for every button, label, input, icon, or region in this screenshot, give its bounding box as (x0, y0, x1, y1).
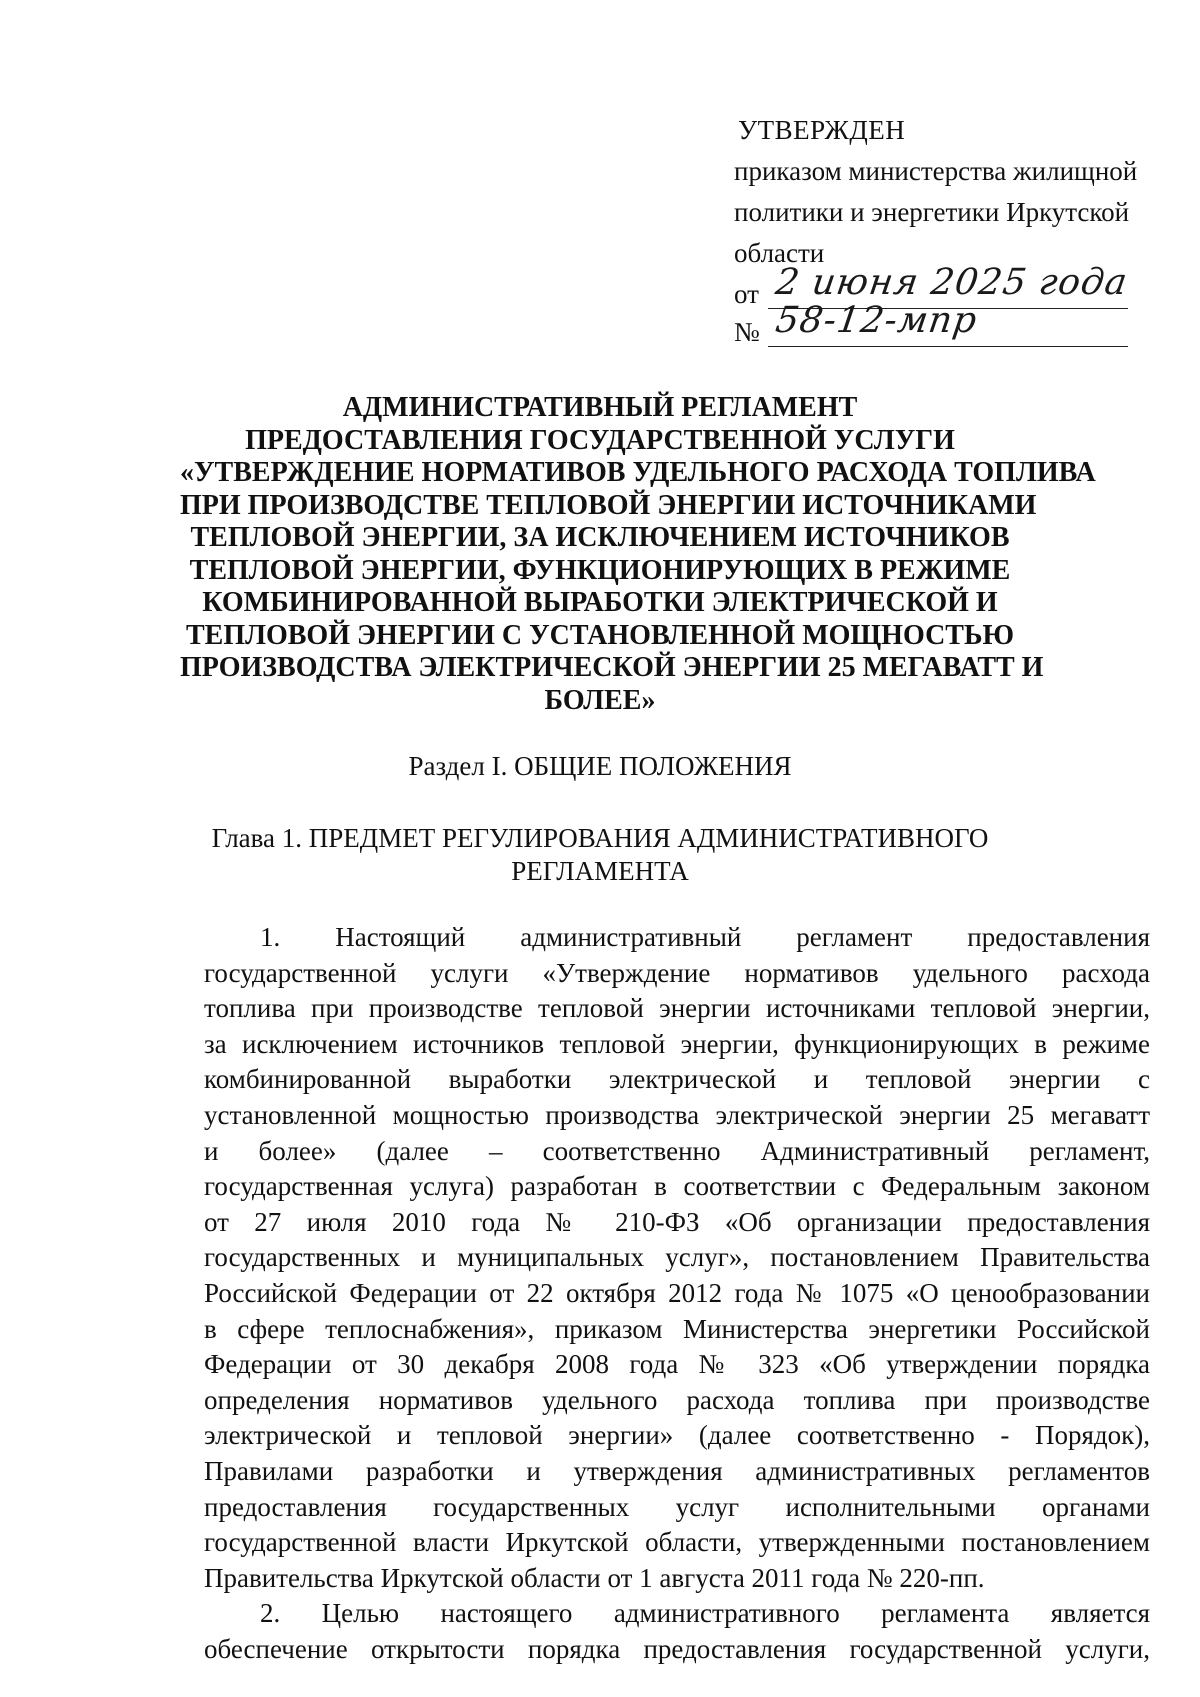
number-label: № (734, 317, 760, 347)
paragraph-1-line: Правилами разработки и утверждения административных регламентов (204, 1455, 1150, 1486)
document-title (180, 392, 1096, 717)
document-body (204, 920, 1150, 1667)
approval-number-row (734, 300, 1154, 350)
paragraph-1-line: от 27 июля 2010 года № 210-ФЗ «Об организации предоставления (204, 1206, 1150, 1237)
chapter-heading (180, 822, 1020, 888)
title-line: ПРИ ПРОИЗВОДСТВЕ ТЕПЛОВОЙ ЭНЕРГИИ ИСТОЧНИКАМИ (180, 489, 1037, 521)
paragraph-1-line: за исключением источников тепловой энергии, функционирующих в режиме (204, 1028, 1150, 1059)
section-heading: Раздел I. ОБЩИЕ ПОЛОЖЕНИЯ (408, 751, 792, 781)
paragraph-1-line: электрической и тепловой энергии» (далее соответственно - Порядок), (204, 1420, 1150, 1451)
paragraph-1-line: государственной услуги «Утверждение нормативов удельного расхода (204, 957, 1150, 988)
paragraph-1-line: государственная услуга) разработан в соответствии с Федеральным законом (204, 1171, 1150, 1202)
paragraph-1-line: установленной мощностью производства электрической энергии 25 мегаватт (204, 1099, 1150, 1130)
chapter-heading-line: РЕГЛАМЕНТА (511, 856, 689, 886)
handwritten-number: 58-12-мпр (773, 300, 980, 341)
approval-block (734, 110, 1154, 350)
title-line: ПРЕДОСТАВЛЕНИЯ ГОСУДАРСТВЕННОЙ УСЛУГИ (245, 424, 955, 456)
paragraph-1-line: Российской Федерации от 22 октября 2012 года № 1075 «О ценообразовании (204, 1277, 1150, 1308)
title-line: АДМИНИСТРАТИВНЫЙ РЕГЛАМЕНТ (342, 392, 858, 423)
paragraph-1-line: государственных и муниципальных услуг», постановлением Правительства (204, 1242, 1150, 1273)
approved-stamp-text: УТВЕРЖДЕН (738, 115, 906, 145)
paragraph-2-line: обеспечение открытости порядка предоставления государственной услуги, (204, 1633, 1150, 1664)
paragraph-1-line: государственной власти Иркутской области, утвержденными постановлением (204, 1527, 1150, 1558)
paragraph-1-line: 1. Настоящий административный регламент предоставления (260, 922, 1150, 952)
paragraph-1-line: определения нормативов удельного расхода топлива при производстве (204, 1384, 1150, 1415)
approval-line-2: политики и энергетики Иркутской (734, 197, 1130, 227)
approval-line-3: области (734, 238, 825, 268)
date-label: от (734, 279, 759, 309)
title-line: ТЕПЛОВОЙ ЭНЕРГИИ, ФУНКЦИОНИРУЮЩИХ В РЕЖИМЕ (189, 554, 1011, 586)
paragraph-1-line: и более» (далее – соответственно Административный регламент, (204, 1135, 1150, 1166)
number-underline (768, 302, 1128, 347)
paragraph-1-line: Правительства Иркутской области от 1 августа 2011 года № 220-пп. (204, 1562, 985, 1593)
approval-line-1: приказом министерства жилищной (734, 156, 1138, 186)
title-line: ТЕПЛОВОЙ ЭНЕРГИИ С УСТАНОВЛЕННОЙ МОЩНОСТЬЮ (185, 619, 1015, 651)
title-line: ТЕПЛОВОЙ ЭНЕРГИИ, ЗА ИСКЛЮЧЕНИЕМ ИСТОЧНИКОВ (190, 522, 1010, 553)
title-line: «УТВЕРЖДЕНИЕ НОРМАТИВОВ УДЕЛЬНОГО РАСХОДА ТОПЛИВА (180, 457, 1096, 488)
paragraph-1-line: в сфере теплоснабжения», приказом Министерства энергетики Российской (204, 1313, 1150, 1344)
paragraph-1-line: Федерации от 30 декабря 2008 года № 323 «Об утверждении порядка (204, 1349, 1150, 1380)
paragraph-2-line: 2. Целью настоящего административного регламента является (260, 1598, 1150, 1629)
title-line: ПРОИЗВОДСТВА ЭЛЕКТРИЧЕСКОЙ ЭНЕРГИИ 25 МЕГАВАТТ И (180, 652, 1044, 683)
title-line: БОЛЕЕ» (544, 684, 656, 716)
chapter-heading-line: Глава 1. ПРЕДМЕТ РЕГУЛИРОВАНИЯ АДМИНИСТРАТИВНОГО (211, 823, 989, 853)
handwritten-date: 2 июня 2025 года (773, 262, 1131, 303)
paragraph-1-line: предоставления государственных услуг исполнительными органами (204, 1491, 1150, 1522)
title-line: КОМБИНИРОВАННОЙ ВЫРАБОТКИ ЭЛЕКТРИЧЕСКОЙ И (202, 587, 998, 618)
paragraph-1-line: топлива при производстве тепловой энергии источниками тепловой энергии, (204, 993, 1150, 1024)
paragraph-1-line: комбинированной выработки электрической и тепловой энергии с (204, 1064, 1150, 1095)
